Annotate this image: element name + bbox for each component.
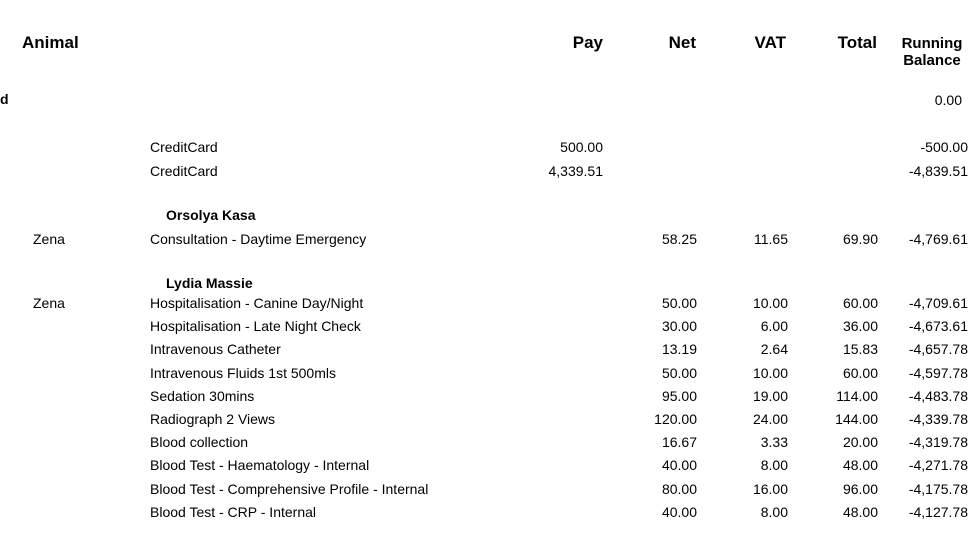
item-net: 95.00 <box>661 388 697 404</box>
item-description: Radiograph 2 Views <box>150 411 276 427</box>
item-description: Sedation 30mins <box>150 388 255 404</box>
client-name: Orsolya Kasa <box>166 207 256 223</box>
item-net: 80.00 <box>661 481 697 497</box>
item-balance: -4,597.78 <box>908 365 968 381</box>
header-running-balance <box>882 35 978 69</box>
item-description: Consultation - Daytime Emergency <box>150 231 367 247</box>
item-vat: 8.00 <box>760 504 788 520</box>
payment-balance: -4,839.51 <box>908 163 968 179</box>
item-balance: -4,339.78 <box>908 411 968 427</box>
item-description: Hospitalisation - Canine Day/Night <box>150 295 364 311</box>
item-description: Hospitalisation - Late Night Check <box>150 318 361 334</box>
item-net: 13.19 <box>661 341 697 357</box>
item-vat: 19.00 <box>752 388 788 404</box>
header-running-balance-line1: Running <box>901 35 963 52</box>
payment-amount: 4,339.51 <box>548 163 603 179</box>
item-description: Intravenous Catheter <box>150 341 281 357</box>
item-vat: 10.00 <box>752 365 788 381</box>
item-total: 60.00 <box>842 295 878 311</box>
item-balance: -4,483.78 <box>908 388 968 404</box>
header-pay: Pay <box>572 33 603 52</box>
payment-description: CreditCard <box>150 139 218 155</box>
header-animal: Animal <box>22 33 79 52</box>
item-net: 50.00 <box>661 295 697 311</box>
header-total: Total <box>837 33 877 52</box>
payment-amount: 500.00 <box>560 139 603 155</box>
animal-name: Zena <box>33 231 65 247</box>
item-vat: 6.00 <box>760 318 788 334</box>
item-total: 48.00 <box>842 457 878 473</box>
item-total: 114.00 <box>836 388 878 404</box>
header-net: Net <box>668 33 696 52</box>
header-vat: VAT <box>754 33 786 52</box>
client-name: Lydia Massie <box>166 275 253 291</box>
item-balance: -4,769.61 <box>908 231 968 247</box>
item-total: 69.90 <box>842 231 878 247</box>
item-vat: 8.00 <box>760 457 788 473</box>
item-balance: -4,657.78 <box>908 341 968 357</box>
item-vat: 10.00 <box>752 295 788 311</box>
item-net: 50.00 <box>661 365 697 381</box>
animal-name: Zena <box>33 295 65 311</box>
item-balance: -4,271.78 <box>908 457 968 473</box>
item-description: Blood Test - Haematology - Internal <box>150 457 370 473</box>
item-total: 96.00 <box>842 481 878 497</box>
item-vat: 16.00 <box>752 481 788 497</box>
item-balance: -4,673.61 <box>908 318 968 334</box>
item-net: 30.00 <box>661 318 697 334</box>
opening-balance: 0.00 <box>934 92 962 108</box>
item-total: 20.00 <box>842 434 878 450</box>
item-balance: -4,709.61 <box>908 295 968 311</box>
item-vat: 2.64 <box>760 341 788 357</box>
item-balance: -4,127.78 <box>908 504 968 520</box>
item-vat: 11.65 <box>754 231 788 247</box>
item-net: 40.00 <box>661 504 697 520</box>
header-running-balance-line2: Balance <box>903 52 961 69</box>
item-description: Blood Test - CRP - Internal <box>150 504 317 520</box>
item-vat: 24.00 <box>752 411 788 427</box>
item-net: 58.25 <box>661 231 697 247</box>
item-description: Blood collection <box>150 434 249 450</box>
payment-balance: -500.00 <box>920 139 968 155</box>
item-total: 48.00 <box>842 504 878 520</box>
item-net: 16.67 <box>661 434 697 450</box>
item-total: 36.00 <box>842 318 878 334</box>
payment-description: CreditCard <box>150 163 218 179</box>
item-total: 60.00 <box>842 365 878 381</box>
item-description: Blood Test - Comprehensive Profile - Internal <box>150 481 429 497</box>
opening-label: d <box>0 91 9 107</box>
item-total: 144.00 <box>835 411 878 427</box>
item-net: 120.00 <box>654 411 697 427</box>
item-balance: -4,175.78 <box>908 481 968 497</box>
item-vat: 3.33 <box>760 434 788 450</box>
item-total: 15.83 <box>842 341 878 357</box>
item-description: Intravenous Fluids 1st 500mls <box>150 365 336 381</box>
item-balance: -4,319.78 <box>908 434 968 450</box>
item-net: 40.00 <box>661 457 697 473</box>
